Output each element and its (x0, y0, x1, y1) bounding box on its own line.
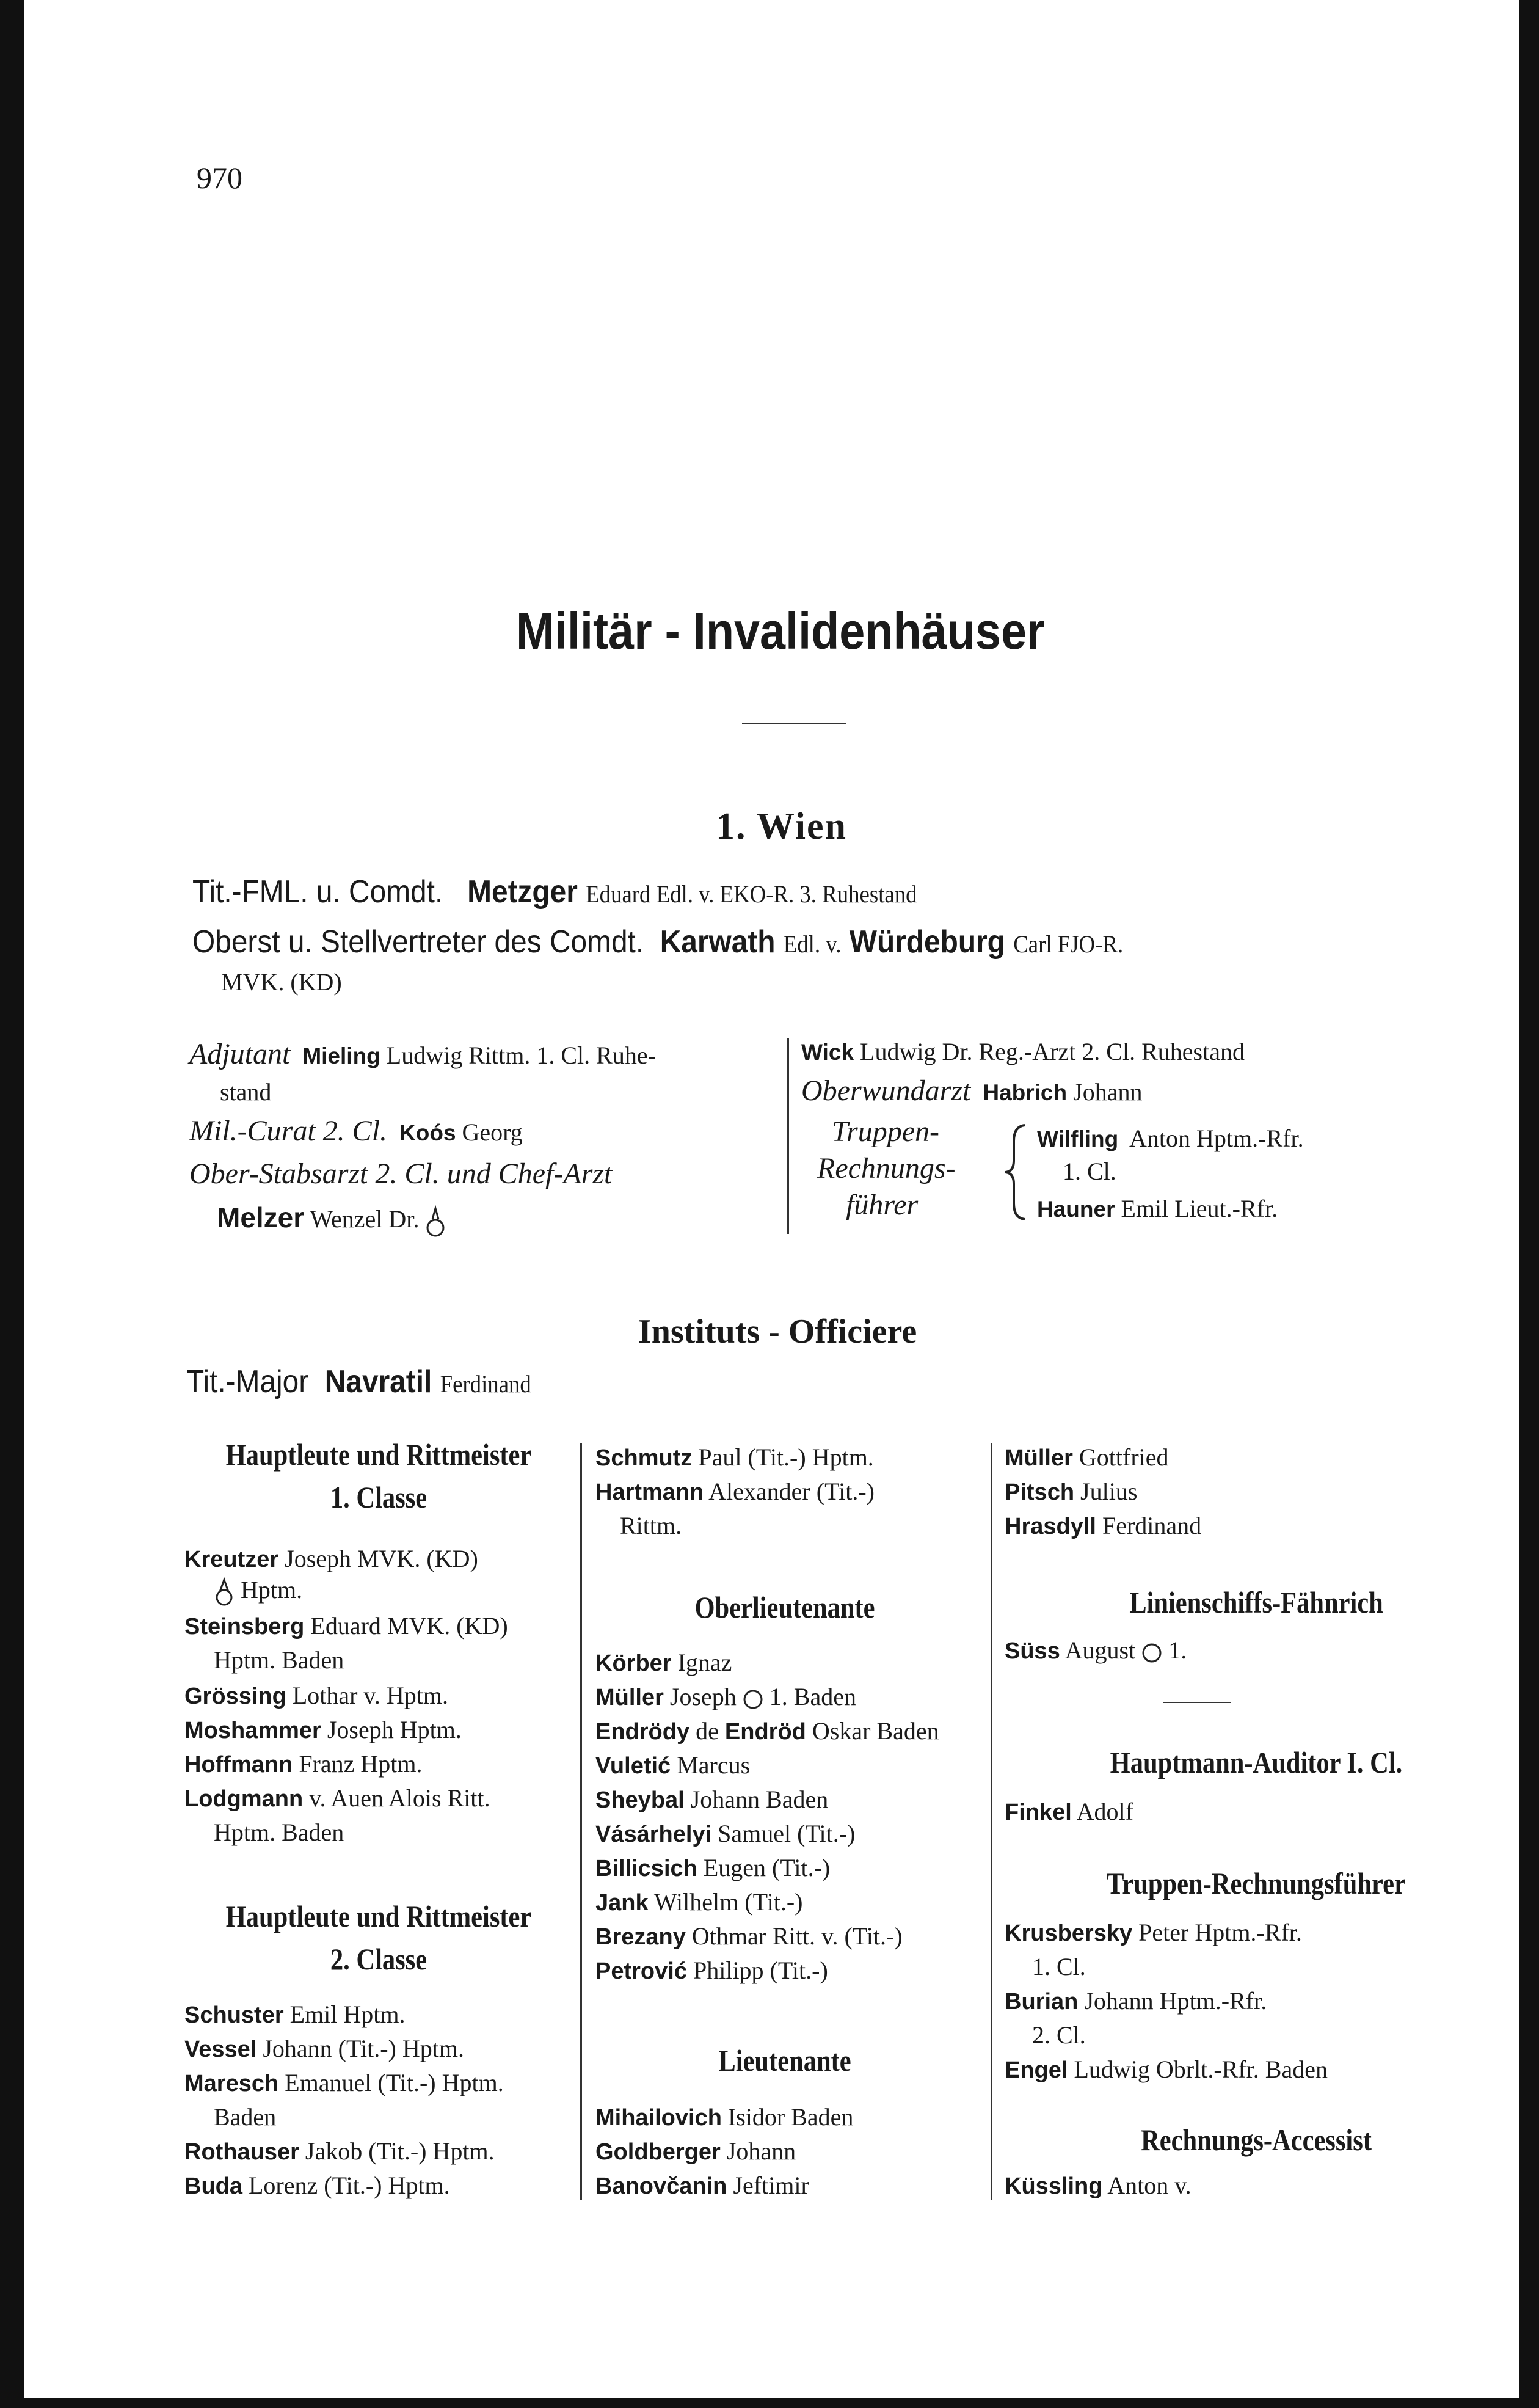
list-item: Vuletić Marcus (595, 1751, 751, 1779)
truppen-role-1: Truppen- (832, 1115, 940, 1148)
wundarzt-surname: Habrich (983, 1080, 1068, 1105)
title-divider (742, 723, 846, 724)
scan-border-bottom (0, 2398, 1539, 2408)
chief-role: Ober-Stabsarzt 2. Cl. und Chef-Arzt (189, 1158, 613, 1190)
comdt-role: Tit.-FML. u. Comdt. (192, 874, 443, 910)
list-item: Mihailovich Isidor Baden (595, 2103, 854, 2131)
curly-brace-icon (1002, 1123, 1028, 1222)
wundarzt-line (801, 1074, 1142, 1107)
list-item-cont: 1. Cl. (1032, 1953, 1086, 1980)
chief-surname: Melzer (217, 1202, 305, 1233)
deputy-mid: Edl. v. (783, 930, 842, 958)
adjutant-rest: Ludwig Rittm. 1. Cl. Ruhe- (386, 1042, 656, 1069)
list-item: Hartmann Alexander (Tit.-) (595, 1478, 875, 1505)
col3-heading-accessist: Rechnungs-Accessist (1141, 2123, 1372, 2157)
list-item-cont: Baden (214, 2103, 277, 2131)
scan-border-right (1519, 0, 1539, 2408)
hauner-line (1037, 1194, 1278, 1223)
adjutant-cont: stand (220, 1078, 272, 1106)
wilfling-cont: 1. Cl. (1063, 1158, 1116, 1185)
truppen-role-2: Rechnungs- (817, 1152, 956, 1184)
list-item: Brezany Othmar Ritt. v. (Tit.-) (595, 1922, 903, 1950)
deputy-surname: Karwath (660, 924, 776, 960)
list-item: Grössing Lothar v. Hptm. (184, 1682, 448, 1709)
list-item: Lodgmann v. Auen Alois Ritt. (184, 1784, 490, 1812)
list-item-cont: 2. Cl. (1032, 2021, 1086, 2049)
list-item: Vásárhelyi Samuel (Tit.-) (595, 1820, 856, 1847)
col1-heading2-line1: Hauptleute und Rittmeister (225, 1899, 532, 1933)
list-item: Süss August 1. (1005, 1636, 1187, 1664)
ring-icon (743, 1689, 763, 1710)
list-item: Hrasdyll Ferdinand (1005, 1512, 1202, 1539)
col2-heading-oberlt: Oberlieutenante (694, 1590, 875, 1624)
ring-icon (1141, 1643, 1162, 1663)
major-role: Tit.-Major (186, 1364, 309, 1399)
page-number: 970 (197, 161, 242, 195)
truppen-role-3: führer (846, 1189, 919, 1221)
major-surname: Navratil (324, 1364, 432, 1399)
list-item: Körber Ignaz (595, 1649, 732, 1676)
col3-divider (1163, 1702, 1231, 1703)
decoration-icon (425, 1205, 446, 1239)
wilfling-rest: Anton Hptm.-Rfr. (1129, 1125, 1304, 1152)
curat-role: Mil.-Curat 2. Cl. (189, 1115, 388, 1147)
col1-heading1-line2: 1. Classe (330, 1480, 428, 1514)
wick-surname: Wick (801, 1040, 854, 1065)
officers-heading: Instituts - Officiere (638, 1313, 917, 1351)
list-item: Müller Joseph 1. Baden (595, 1683, 856, 1710)
list-item: Küssling Anton v. (1005, 2172, 1192, 2199)
list-item: Jank Wilhelm (Tit.-) (595, 1888, 803, 1916)
col3-heading-auditor: Hauptmann-Auditor I. Cl. (1110, 1745, 1403, 1779)
col3-heading-linien: Linienschiffs-Fähnrich (1129, 1585, 1383, 1619)
chief-rest: Wenzel Dr. (310, 1205, 420, 1233)
list-item: Pitsch Julius (1005, 1478, 1138, 1505)
curat-surname: Koós (399, 1120, 456, 1145)
curat-line (189, 1114, 523, 1148)
list-item: Billicsich Eugen (Tit.-) (595, 1854, 831, 1881)
list-item: Endrödy de Endröd Oskar Baden (595, 1717, 939, 1745)
list-item-cont: Hptm. Baden (214, 1819, 344, 1846)
col2-heading-lt: Lieutenante (718, 2043, 851, 2078)
list-item: Petrović Philipp (Tit.-) (595, 1957, 828, 1984)
column-divider-2 (991, 1443, 992, 2200)
hauner-rest: Emil Lieut.-Rfr. (1121, 1195, 1278, 1222)
wilfling-line (1037, 1124, 1304, 1153)
wundarzt-rest: Johann (1073, 1078, 1143, 1106)
list-item: Maresch Emanuel (Tit.-) Hptm. (184, 2069, 504, 2096)
deputy-rest: Carl FJO-R. (1013, 930, 1124, 958)
hauner-surname: Hauner (1037, 1197, 1115, 1222)
list-item: Buda Lorenz (Tit.-) Hptm. (184, 2172, 450, 2199)
list-item-cont: Hptm. Baden (214, 1646, 344, 1674)
deputy-surname2: Würdeburg (849, 924, 1005, 960)
list-item: Banovčanin Jeftimir (595, 2172, 809, 2199)
list-item: Schuster Emil Hptm. (184, 2001, 406, 2028)
deputy-role: Oberst u. Stellvertreter des Comdt. (192, 924, 644, 960)
list-item: Müller Gottfried (1005, 1443, 1169, 1471)
list-item: Finkel Adolf (1005, 1798, 1133, 1825)
curat-rest: Georg (462, 1118, 523, 1146)
list-item: Schmutz Paul (Tit.-) Hptm. (595, 1443, 874, 1471)
list-item: Vessel Johann (Tit.-) Hptm. (184, 2035, 464, 2062)
list-item: Sheybal Johann Baden (595, 1786, 829, 1813)
list-item: Kreutzer Joseph MVK. (KD) (184, 1545, 478, 1572)
section-heading: 1. Wien (716, 806, 847, 847)
list-item-cont: Rittm. (620, 1512, 682, 1539)
list-item: Engel Ludwig Obrlt.-Rfr. Baden (1005, 2056, 1328, 2083)
col3-heading-truppen: Truppen-Rechnungsführer (1107, 1866, 1406, 1900)
list-item: Goldberger Johann (595, 2137, 796, 2165)
list-item: Rothauser Jakob (Tit.-) Hptm. (184, 2137, 495, 2165)
comdt-line (192, 874, 917, 910)
page-title: Militär - Invalidenhäuser (516, 602, 1045, 660)
chief-line (217, 1201, 446, 1239)
major-rest: Ferdinand (440, 1370, 531, 1398)
staff-divider (787, 1038, 789, 1234)
list-item: Hoffmann Franz Hptm. (184, 1750, 423, 1778)
deputy-cont: MVK. (KD) (221, 968, 342, 996)
list-item: Burian Johann Hptm.-Rfr. (1005, 1987, 1267, 2015)
major-line (186, 1363, 531, 1400)
deputy-line (192, 924, 1123, 960)
decoration-icon (214, 1577, 235, 1608)
comdt-rest: Eduard Edl. v. EKO-R. 3. Ruhestand (586, 880, 917, 908)
col1-heading1-line1: Hauptleute und Rittmeister (225, 1437, 532, 1472)
comdt-surname: Metzger (467, 874, 578, 910)
col1-heading2-line2: 2. Classe (330, 1942, 428, 1976)
adjutant-surname: Mieling (302, 1043, 380, 1068)
list-item: Krusbersky Peter Hptm.-Rfr. (1005, 1919, 1302, 1946)
list-item: Steinsberg Eduard MVK. (KD) (184, 1612, 508, 1640)
scan-border-left (0, 0, 24, 2408)
adjutant-line (189, 1037, 656, 1071)
column-divider-1 (580, 1443, 582, 2200)
adjutant-role: Adjutant (189, 1038, 291, 1070)
wundarzt-role: Oberwundarzt (801, 1074, 971, 1107)
wick-line (801, 1037, 1245, 1066)
list-item: Moshammer Joseph Hptm. (184, 1716, 462, 1743)
list-item-cont: Hptm. (214, 1577, 302, 1608)
wick-rest: Ludwig Dr. Reg.-Arzt 2. Cl. Ruhestand (860, 1038, 1245, 1065)
wilfling-surname: Wilfling (1037, 1126, 1119, 1151)
